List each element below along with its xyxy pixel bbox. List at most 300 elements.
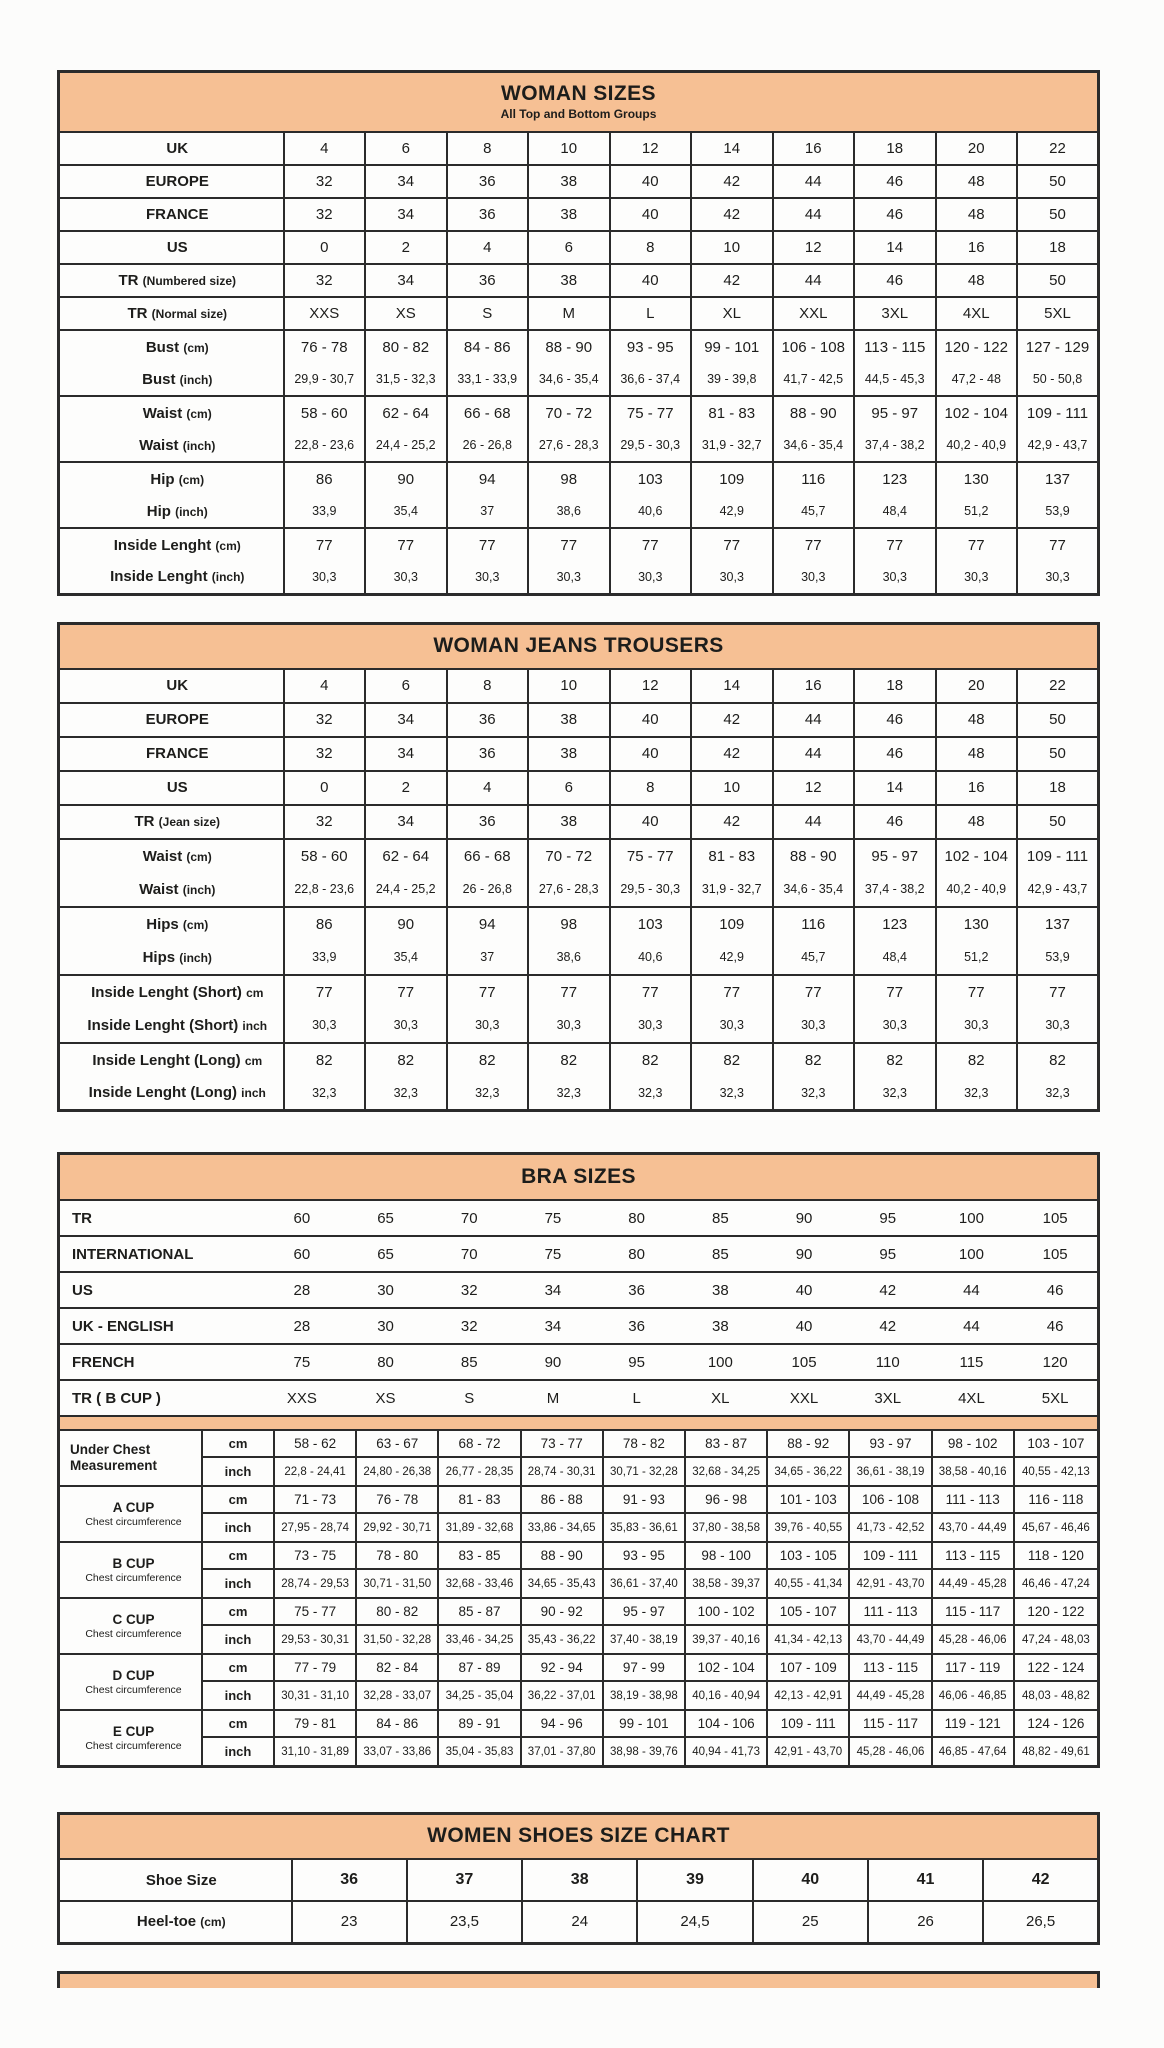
row-label [59, 1859, 292, 1901]
cell: 45,7 [773, 941, 855, 975]
cell: 37,01 - 37,80 [522, 1738, 604, 1765]
cell: 95 [628, 1353, 645, 1371]
table-row [59, 495, 1099, 528]
cell: 130 [936, 907, 1018, 941]
cell: 33,07 - 33,86 [357, 1738, 439, 1765]
row-label-text: B CUP [112, 1555, 155, 1571]
cell: 32,3 [936, 1077, 1018, 1111]
unit-label-inch: inch [203, 1626, 275, 1653]
cell: 32 [284, 198, 366, 231]
cell: 70 - 72 [528, 839, 610, 873]
cell: M [546, 1389, 560, 1407]
cell: 86 [284, 907, 366, 941]
cell: 33,46 - 34,25 [439, 1626, 521, 1653]
cell: 91 - 93 [604, 1487, 686, 1514]
cell: 30,3 [610, 1009, 692, 1043]
row-label-text: Waist [139, 880, 179, 898]
cell: 90 - 92 [522, 1599, 604, 1626]
cell: 86 [284, 462, 366, 495]
cell: 75 [544, 1209, 562, 1227]
cell: 50 [1017, 805, 1099, 839]
cell: 109 [691, 462, 773, 495]
cell: 66 - 68 [447, 839, 529, 873]
cell: 40 [610, 198, 692, 231]
cell: 111 - 113 [850, 1599, 932, 1626]
cell: 90 [365, 907, 447, 941]
cell: 42,13 - 42,91 [768, 1682, 850, 1709]
cell: 50 [1017, 198, 1099, 231]
cell: 116 - 118 [1015, 1487, 1097, 1514]
cell: 26,77 - 28,35 [439, 1458, 521, 1485]
unit-label-inch: inch [203, 1570, 275, 1597]
cell: 24,5 [637, 1901, 752, 1943]
cell: 58 - 60 [284, 839, 366, 873]
cell: 40 [610, 165, 692, 198]
cell: 45,28 - 46,06 [933, 1626, 1015, 1653]
row-label-sub: Chest circumference [85, 1684, 182, 1697]
cell: L [610, 297, 692, 330]
cell: XXL [773, 297, 855, 330]
cell: 42,9 [691, 495, 773, 528]
cell: 12 [773, 231, 855, 264]
cell: 38 [522, 1859, 637, 1901]
row-label [60, 1543, 203, 1597]
cell: 24 [522, 1901, 637, 1943]
row-label-text: FRANCE [146, 206, 209, 223]
cell: 30,3 [691, 1009, 773, 1043]
cup-group-row [60, 1653, 1097, 1709]
cell: S [447, 297, 529, 330]
row-label-text: Heel-toe [136, 1913, 197, 1931]
cell: 118 - 120 [1015, 1543, 1097, 1570]
cell: 32,3 [610, 1077, 692, 1111]
cell: 0 [284, 231, 366, 264]
cell: 46,46 - 47,24 [1022, 1577, 1090, 1590]
row-label-sub: (Jean size) [158, 815, 221, 829]
cell: 28 [293, 1317, 311, 1335]
cell: 24,4 - 25,2 [365, 429, 447, 462]
cell: 75 - 77 [275, 1599, 357, 1626]
table-row [59, 132, 1099, 165]
cell: 23 [292, 1901, 407, 1943]
cell: 42 [691, 165, 773, 198]
cell: 42,9 - 43,7 [1017, 873, 1099, 907]
cell: 77 [773, 975, 855, 1009]
cell: 30,3 [447, 1009, 529, 1043]
row-label: INTERNATIONAL [72, 1245, 194, 1263]
cell: 127 - 129 [1017, 330, 1099, 363]
cell: 32 [284, 264, 366, 297]
cell: 77 [936, 528, 1018, 561]
row-label [59, 165, 284, 198]
cell: 40,2 - 40,9 [936, 873, 1018, 907]
cell: 30,3 [365, 1009, 447, 1043]
cell: 77 [1017, 975, 1099, 1009]
cell: 122 - 124 [1015, 1655, 1097, 1682]
row-label: TR [72, 1209, 92, 1227]
cell: 70 - 72 [528, 396, 610, 429]
cell: 77 [447, 975, 529, 1009]
cell: 42 [691, 264, 773, 297]
row-label-text: TR [118, 272, 139, 289]
cell: 46,85 - 47,64 [933, 1738, 1015, 1765]
row-label-sub: cm [246, 985, 264, 1000]
cell: 80 - 82 [365, 330, 447, 363]
cell: 20 [936, 132, 1018, 165]
cell: 34 [365, 737, 447, 771]
cell: 37,4 - 38,2 [854, 429, 936, 462]
cell: 27,6 - 28,3 [528, 429, 610, 462]
cell: 75 - 77 [610, 839, 692, 873]
row-label: FRENCH [72, 1353, 135, 1371]
row-label-sub: (inch) [179, 950, 212, 965]
cell: 77 [365, 528, 447, 561]
row-label [59, 528, 284, 561]
row-label-sub: (inch) [175, 504, 208, 519]
cell: 32,68 - 33,46 [439, 1570, 521, 1597]
cell: 38,6 [528, 495, 610, 528]
table-row [59, 839, 1099, 873]
cell: 48 [936, 703, 1018, 737]
table-row [59, 297, 1099, 330]
cell: 48 [936, 198, 1018, 231]
row-label-sub: (cm) [200, 1915, 226, 1930]
cell: 105 [1042, 1245, 1068, 1263]
row-label-text: Inside Lenght [110, 568, 208, 586]
row-label-text: UK [166, 140, 189, 157]
cell: 79 - 81 [275, 1711, 357, 1738]
cell: 2 [365, 771, 447, 805]
row-label-text: Hip [146, 502, 171, 520]
cell: M [528, 297, 610, 330]
cell: 38 [711, 1317, 729, 1335]
cell: 32,68 - 34,25 [686, 1458, 768, 1485]
row-label [60, 1431, 203, 1485]
cell: 40 [610, 264, 692, 297]
row-label-text: Hips [142, 948, 176, 966]
cell: 38,58 - 39,37 [686, 1570, 768, 1597]
cell: XXS [286, 1389, 317, 1407]
cell: 73 - 77 [522, 1431, 604, 1458]
cell: 60 [293, 1209, 311, 1227]
cell: 86 - 88 [522, 1487, 604, 1514]
row-label-text: Inside Lenght (Short) [87, 1016, 239, 1034]
row-label-sub: (inch) [182, 438, 216, 453]
cell: 42 [879, 1281, 897, 1299]
cell: 105 - 107 [768, 1599, 850, 1626]
table-row [59, 330, 1099, 363]
cell: 65 [377, 1209, 394, 1227]
cell: 2 [365, 231, 447, 264]
row-label-text: Waist [142, 404, 183, 422]
cell: 30,3 [936, 1009, 1018, 1043]
cell: 115 [959, 1353, 984, 1371]
table-row [60, 1345, 1097, 1381]
cell: 38 [528, 198, 610, 231]
unit-label-inch: inch [203, 1682, 275, 1709]
row-label: UK - ENGLISH [72, 1317, 174, 1335]
cell: 37,4 - 38,2 [854, 873, 936, 907]
row-label-sub: Chest circumference [85, 1572, 182, 1585]
cell: 95 [879, 1245, 897, 1263]
cell: 34 [365, 264, 447, 297]
cell: 30,71 - 31,50 [357, 1570, 439, 1597]
cell: 30,3 [528, 1009, 610, 1043]
cell: 82 [365, 1043, 447, 1077]
cell: 22,8 - 23,6 [284, 429, 366, 462]
cell: 34 [365, 805, 447, 839]
cell: 88 - 90 [773, 396, 855, 429]
cell: 32 [284, 165, 366, 198]
row-label-text: C CUP [112, 1611, 155, 1627]
row-label [59, 873, 284, 907]
cell: 77 [610, 528, 692, 561]
row-label [59, 495, 284, 528]
bra-sizes-table [57, 1152, 1100, 1768]
cell: 85 [460, 1353, 478, 1371]
row-label: US [72, 1281, 93, 1299]
cell: 37 [447, 941, 529, 975]
cell: 30,3 [936, 561, 1018, 594]
cell: 31,10 - 31,89 [275, 1738, 357, 1765]
cell: 77 - 79 [275, 1655, 357, 1682]
cell: 48,82 - 49,61 [1022, 1745, 1090, 1758]
cell: 16 [936, 231, 1018, 264]
cell: 75 - 77 [610, 396, 692, 429]
cell: 77 [365, 975, 447, 1009]
cell: 75 [293, 1353, 311, 1371]
cell: 46 [854, 198, 936, 231]
row-label [59, 1901, 292, 1943]
cell: 117 - 119 [933, 1655, 1015, 1682]
row-label [59, 198, 284, 231]
cell: 40,55 - 41,34 [768, 1570, 850, 1597]
cell: 50 [1017, 264, 1099, 297]
woman_sizes-table [57, 70, 1100, 596]
cell: 29,9 - 30,7 [284, 363, 366, 396]
cell: 30,3 [284, 561, 366, 594]
cell: 32,3 [1017, 1077, 1099, 1111]
cell: 36 [447, 805, 529, 839]
cell: 27,95 - 28,74 [275, 1514, 357, 1541]
cell: 78 - 80 [357, 1543, 439, 1570]
cell: 42 [691, 703, 773, 737]
cell: 80 - 82 [357, 1599, 439, 1626]
cell: 30 [377, 1317, 394, 1335]
table-row [59, 429, 1099, 462]
cell: 4 [447, 231, 529, 264]
cell: 103 - 107 [1015, 1431, 1097, 1458]
row-label-text: TR [134, 813, 155, 830]
table-row [59, 941, 1099, 975]
cell: 93 - 95 [604, 1543, 686, 1570]
row-label-sub: (Numbered size) [142, 274, 237, 288]
cell: 50 - 50,8 [1017, 363, 1099, 396]
table-header-band [59, 1814, 1099, 1860]
cell: 78 - 82 [604, 1431, 686, 1458]
cell: 48 [936, 165, 1018, 198]
cell: 35,04 - 35,83 [439, 1738, 521, 1765]
cell: 6 [528, 231, 610, 264]
cell: 85 - 87 [439, 1599, 521, 1626]
cell: 83 - 87 [686, 1431, 768, 1458]
cell: 102 - 104 [936, 839, 1018, 873]
cell: 48,4 [854, 495, 936, 528]
cell: 32 [284, 737, 366, 771]
cell: 40 [610, 703, 692, 737]
cell: 42,91 - 43,70 [850, 1570, 932, 1597]
cell: 46 [854, 165, 936, 198]
cell: 109 - 111 [1017, 839, 1099, 873]
cell: 47,24 - 48,03 [1022, 1633, 1090, 1646]
cell: 10 [528, 132, 610, 165]
table-title: WOMEN SHOES SIZE CHART [427, 1824, 730, 1847]
table-row [59, 363, 1099, 396]
cell: 113 - 115 [850, 1655, 932, 1682]
cell: 32,3 [691, 1077, 773, 1111]
table-title: WOMAN SIZES [501, 82, 656, 105]
row-label-text: Inside Lenght [113, 536, 212, 554]
cell: 109 - 111 [850, 1543, 932, 1570]
cell: 100 [958, 1245, 984, 1263]
cell: 14 [854, 231, 936, 264]
cell: 25 [753, 1901, 868, 1943]
unit-label-inch: inch [203, 1738, 275, 1765]
cell: 77 [1017, 528, 1099, 561]
cell: 18 [854, 669, 936, 703]
table-row [59, 396, 1099, 429]
row-label-sub: (cm) [178, 472, 205, 487]
cell: 32,3 [528, 1077, 610, 1111]
row-label [59, 975, 284, 1009]
cell: 18 [1017, 771, 1099, 805]
row-label-sub: cm [244, 1053, 263, 1068]
cell: 44,49 - 45,28 [933, 1570, 1015, 1597]
cell: 30,3 [691, 561, 773, 594]
cell: 12 [773, 771, 855, 805]
cell: 46 [854, 264, 936, 297]
table-header-row [59, 72, 1099, 133]
cell: 111 - 113 [933, 1487, 1015, 1514]
cell: 32,3 [854, 1077, 936, 1111]
cell: 34,25 - 35,04 [439, 1682, 521, 1709]
cell: 93 - 97 [850, 1431, 932, 1458]
cell: 35,4 [365, 941, 447, 975]
cell: 40 [795, 1281, 813, 1299]
cell: 43,70 - 44,49 [933, 1514, 1015, 1541]
cell: 77 [284, 975, 366, 1009]
cell: 38,58 - 40,16 [933, 1458, 1015, 1485]
table-header-band [59, 72, 1099, 133]
row-label [59, 330, 284, 363]
table-header-row [59, 623, 1099, 669]
cell: 6 [365, 669, 447, 703]
cell: 50 [1017, 165, 1099, 198]
cell: 40,94 - 41,73 [686, 1738, 768, 1765]
table-row [59, 1901, 1099, 1943]
cell: XL [691, 297, 773, 330]
cell: 30,3 [365, 561, 447, 594]
cell: 43,70 - 44,49 [850, 1626, 932, 1653]
cell: 5XL [1017, 297, 1099, 330]
cell: 65 [377, 1245, 394, 1263]
cell: 28,74 - 29,53 [275, 1570, 357, 1597]
cell: 130 [936, 462, 1018, 495]
cell: 29,5 - 30,3 [610, 873, 692, 907]
row-label-sub: Chest circumference [85, 1740, 182, 1753]
cell: 32,3 [284, 1077, 366, 1111]
cell: 80 [628, 1245, 645, 1263]
cell: XL [711, 1389, 730, 1407]
cell: 95 - 97 [854, 396, 936, 429]
unit-label-inch: inch [203, 1458, 275, 1485]
cell: 36 [447, 165, 529, 198]
cell: 44 [773, 198, 855, 231]
cell: XS [375, 1389, 396, 1407]
cell: 93 - 95 [610, 330, 692, 363]
cell: 95 - 97 [604, 1599, 686, 1626]
cell: 80 [628, 1209, 645, 1227]
cell: 22,8 - 24,41 [275, 1458, 357, 1485]
cell: 32 [284, 805, 366, 839]
cell: 34,6 - 35,4 [773, 873, 855, 907]
table-row [59, 198, 1099, 231]
cell: 39,76 - 40,55 [768, 1514, 850, 1541]
cell: 30,3 [854, 1009, 936, 1043]
table-row [59, 805, 1099, 839]
cell: 24,4 - 25,2 [365, 873, 447, 907]
cell: 53,9 [1017, 495, 1099, 528]
cell: 36,6 - 37,4 [610, 363, 692, 396]
row-label-sub: (cm) [186, 406, 212, 421]
cell: 137 [1017, 907, 1099, 941]
cell: 18 [854, 132, 936, 165]
row-label-sub: Chest circumference [85, 1628, 182, 1641]
cell: 77 [691, 975, 773, 1009]
cell: 37 [447, 495, 529, 528]
row-label-sub: Chest circumference [85, 1516, 182, 1529]
cell: 88 - 90 [522, 1543, 604, 1570]
cell: 30,31 - 31,10 [275, 1682, 357, 1709]
cell: 82 [854, 1043, 936, 1077]
cell: 45,67 - 46,46 [1022, 1521, 1090, 1534]
cell: 30,3 [773, 561, 855, 594]
cell: 85 [711, 1209, 729, 1227]
cell: 4 [447, 771, 529, 805]
cell: 33,9 [284, 495, 366, 528]
cell: 77 [854, 528, 936, 561]
cell: 38 [528, 165, 610, 198]
cell: 115 - 117 [850, 1711, 932, 1738]
cell: 120 [1042, 1353, 1068, 1371]
cell: 42,91 - 43,70 [768, 1738, 850, 1765]
cell: 81 - 83 [439, 1487, 521, 1514]
row-label [59, 561, 284, 594]
cell: 36,22 - 37,01 [522, 1682, 604, 1709]
cell: 83 - 85 [439, 1543, 521, 1570]
cell: 77 [773, 528, 855, 561]
row-label [59, 737, 284, 771]
cup-group-row [60, 1709, 1097, 1765]
cell: 34 [365, 703, 447, 737]
jeans-table [57, 622, 1100, 1113]
cell: 88 - 92 [768, 1431, 850, 1458]
table-row [59, 561, 1099, 594]
cell: 31,9 - 32,7 [691, 429, 773, 462]
table-row [60, 1237, 1097, 1273]
cell: 119 - 121 [933, 1711, 1015, 1738]
row-label [59, 132, 284, 165]
